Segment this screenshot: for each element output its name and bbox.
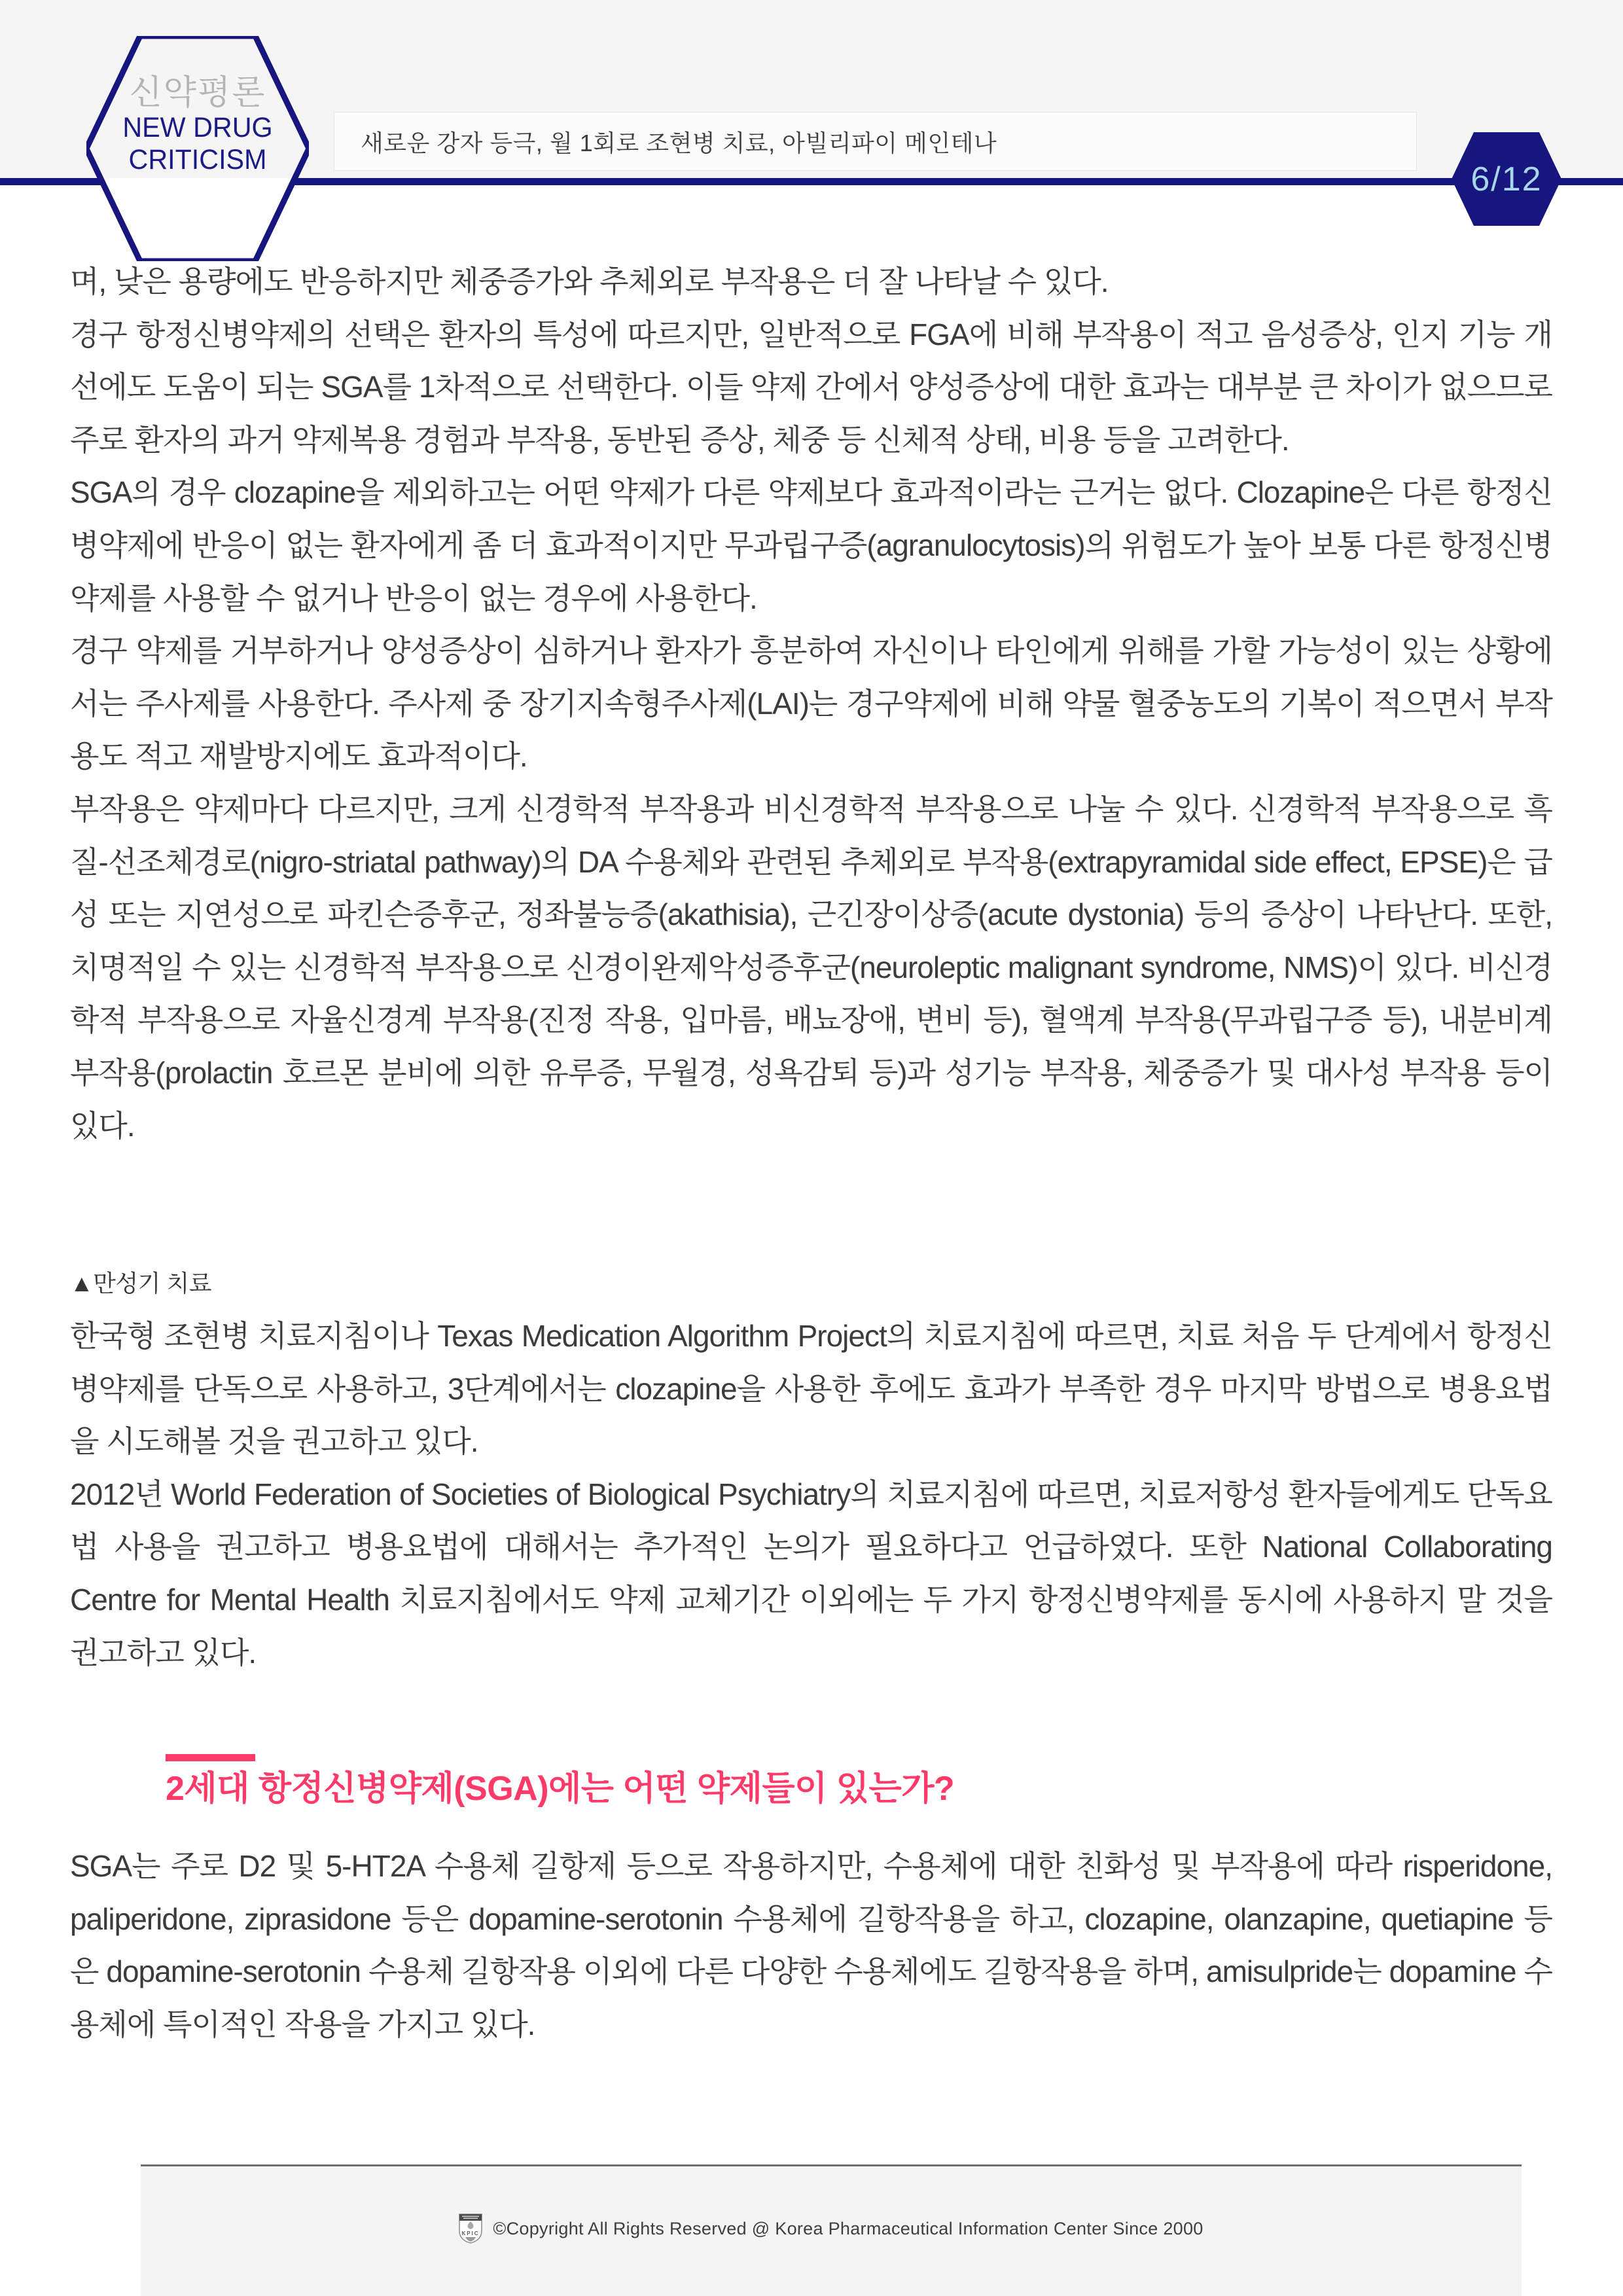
logo-korean-title: 신약평론 bbox=[129, 74, 266, 112]
paragraph: 한국형 조현병 치료지침이나 Texas Medication Algorithm Project의 치료지침에 따르면, 치료 처음 두 단계에서 항정신병약제를 단독으로 사용하고, 3단계에서는 clozapine을 사용한 후에도 효과가 부족한 경우 마지막 방법으로 병용요법을 시도해볼 것을 권고하고 있다. bbox=[70, 1319, 1552, 1459]
sga-section-heading: 2세대 항정신병약제(SGA)에는 어떤 약제들이 있는가? bbox=[166, 1770, 955, 1808]
paragraph: SGA는 주로 D2 및 5-HT2A 수용체 길항제 등으로 작용하지만, 수용체에 대한 친화성 및 부작용에 따라 risperidone, paliperidone, ziprasidone 등은 dopamine-serotonin 수용체에 길항작용을 하고, clozapine, olanzapine, quetiapine 등은 dopamine-serotonin 수용체 길항작용 이외에 다른 다양한 수용체에도 길항작용을 하며, amisulpride는 dopamine 수용체에 특이적인 작용을 가지고 있다. bbox=[70, 1849, 1552, 2042]
logo-english-line2: CRITICISM bbox=[128, 144, 267, 175]
kpic-shield-icon bbox=[459, 2214, 482, 2244]
page-number: 6/12 bbox=[1471, 160, 1543, 198]
new-drug-criticism-logo bbox=[86, 36, 309, 261]
footer bbox=[141, 2164, 1522, 2296]
paragraph: 며, 낮은 용량에도 반응하지만 체중증가와 추체외로 부작용은 더 잘 나타날 수 있다. bbox=[70, 264, 1109, 298]
paragraph: 경구 약제를 거부하거나 양성증상이 심하거나 환자가 흥분하여 자신이나 타인에게 위해를 가할 가능성이 있는 상황에서는 주사제를 사용한다. 주사제 중 장기지속형주사제(LAI)는 경구약제에 비해 약물 혈중농도의 기복이 적으면서 부작용도 적고 재발방지에도 효과적이다. bbox=[70, 634, 1552, 774]
heading-accent-bar bbox=[166, 1754, 255, 1761]
paragraph: 2012년 World Federation of Societies of Biological Psychiatry의 치료지침에 따르면, 치료저항성 환자들에게도 단독요법 사용을 권고하고 병용요법에 대해서는 추가적인 논의가 필요하다고 언급하였다. 또한 National Collaborating Centre for Mental Health 치료지침에서도 약제 교체기간 이외에는 두 가지 항정신병약제를 동시에 사용하지 말 것을 권고하고 있다. bbox=[70, 1477, 1552, 1670]
article-body bbox=[70, 255, 1552, 2051]
logo-english-line1: NEW DRUG bbox=[122, 112, 273, 143]
paragraph: 경구 항정신병약제의 선택은 환자의 특성에 따르지만, 일반적으로 FGA에 비해 부작용이 적고 음성증상, 인지 기능 개선에도 도움이 되는 SGA를 1차적으로 선택한다. 이들 약제 간에서 양성증상에 대한 효과는 대부분 큰 차이가 없으므로 주로 환자의 과거 약제복용 경험과 부작용, 동반된 증상, 체중 등 신체적 상태, 비용 등을 고려한다. bbox=[70, 317, 1552, 457]
article-title: 새로운 강자 등극, 월 1회로 조현병 치료, 아빌리파이 메인테나 bbox=[361, 129, 997, 156]
paragraph: SGA의 경우 clozapine을 제외하고는 어떤 약제가 다른 약제보다 효과적이라는 근거는 없다. Clozapine은 다른 항정신병약제에 반응이 없는 환자에게 좀 더 효과적이지만 무과립구증(agranulocytosis)의 위험도가 높아 보통 다른 항정신병약제를 사용할 수 없거나 반응이 없는 경우에 사용한다. bbox=[70, 475, 1552, 615]
kpic-logo-text: KPIC bbox=[461, 2231, 480, 2236]
paragraph: 부작용은 약제마다 다르지만, 크게 신경학적 부작용과 비신경학적 부작용으로 나눌 수 있다. 신경학적 부작용으로 흑질-선조체경로(nigro-striatal pathway)의 DA 수용체와 관련된 추체외로 부작용(extrapyramidal side effect, EPSE)은 급성 또는 지연성으로 파킨슨증후군, 정좌불능증(akathisia), 근긴장이상증(acute dystonia) 등의 증상이 나타난다. 또한, 치명적일 수 있는 신경학적 부작용으로 신경이완제악성증후군(neuroleptic malignant syndrome, NMS)이 있다. 비신경학적 부작용으로 자율신경계 부작용(진정 작용, 입마름, 배뇨장애, 변비 등), 혈액계 부작용(무과립구증 등), 내분비계 부작용(prolactin 호르몬 분비에 의한 유루증, 무월경, 성욕감퇴 등)과 성기능 부작용, 체중증가 및 대사성 부작용 등이 있다. bbox=[70, 791, 1552, 1143]
sga-section bbox=[70, 1754, 1552, 1808]
logo-text bbox=[86, 74, 309, 176]
footer-content bbox=[459, 2214, 1203, 2244]
chronic-phase-subheading: ▲만성기 치료 bbox=[70, 1270, 212, 1297]
article-title-box bbox=[334, 112, 1417, 171]
copyright-text: ©Copyright All Rights Reserved @ Korea Pharmaceutical Information Center Since 2000 bbox=[493, 2218, 1204, 2238]
page-number-badge bbox=[1452, 132, 1561, 226]
